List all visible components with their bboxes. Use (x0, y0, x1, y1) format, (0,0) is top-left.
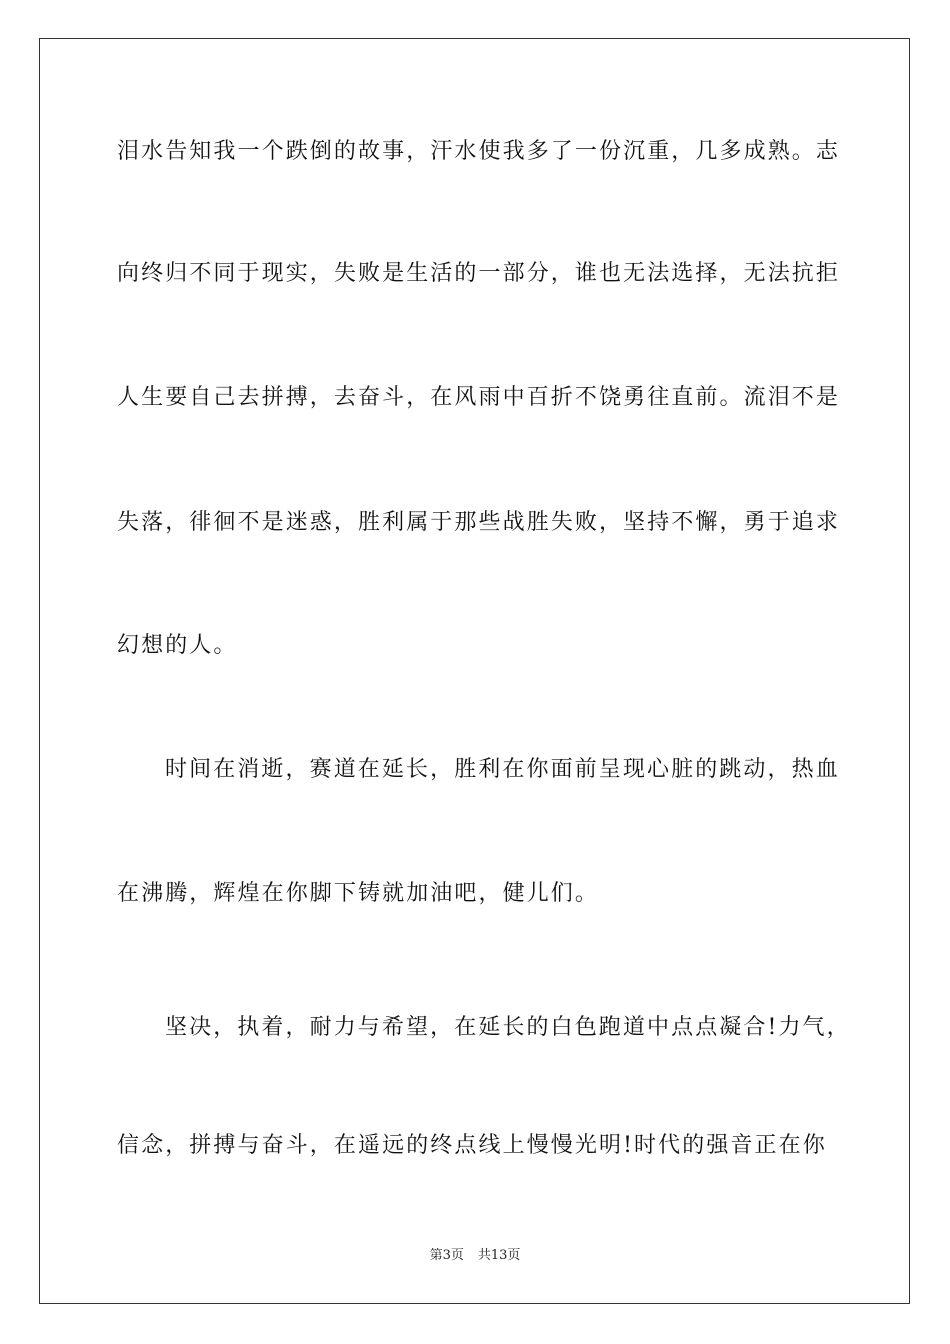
text-line: 在沸腾，辉煌在你脚下铸就加油吧，健儿们。 (117, 881, 600, 906)
page-total: 共13页 (477, 1248, 521, 1263)
text-line: 人生要自己去拼搏，去奋斗，在风雨中百折不饶勇往直前。流泪不是 (117, 385, 841, 410)
text-line: 向终归不同于现实，失败是生活的一部分，谁也无法选择，无法抗拒 (117, 261, 841, 286)
text-line: 失落，徘徊不是迷惑，胜利属于那些战胜失败，坚持不懈，勇于追求 (117, 510, 841, 535)
text-line: 信念，拼搏与奋斗，在遥远的终点线上慢慢光明!时代的强音正在你 (117, 1133, 827, 1158)
page-number: 第3页 (429, 1248, 464, 1263)
text-line: 泪水告知我一个跌倒的故事，汗水使我多了一份沉重，几多成熟。志 (117, 139, 841, 164)
page-footer (0, 1248, 950, 1264)
text-line: 幻想的人。 (117, 633, 238, 658)
paragraph-first-line: 时间在消逝，赛道在延长，胜利在你面前呈现心脏的跳动，热血 (165, 757, 840, 782)
page-border (39, 38, 910, 1304)
paragraph-first-line: 坚决，执着，耐力与希望，在延长的白色跑道中点点凝合!力气， (165, 1015, 851, 1040)
